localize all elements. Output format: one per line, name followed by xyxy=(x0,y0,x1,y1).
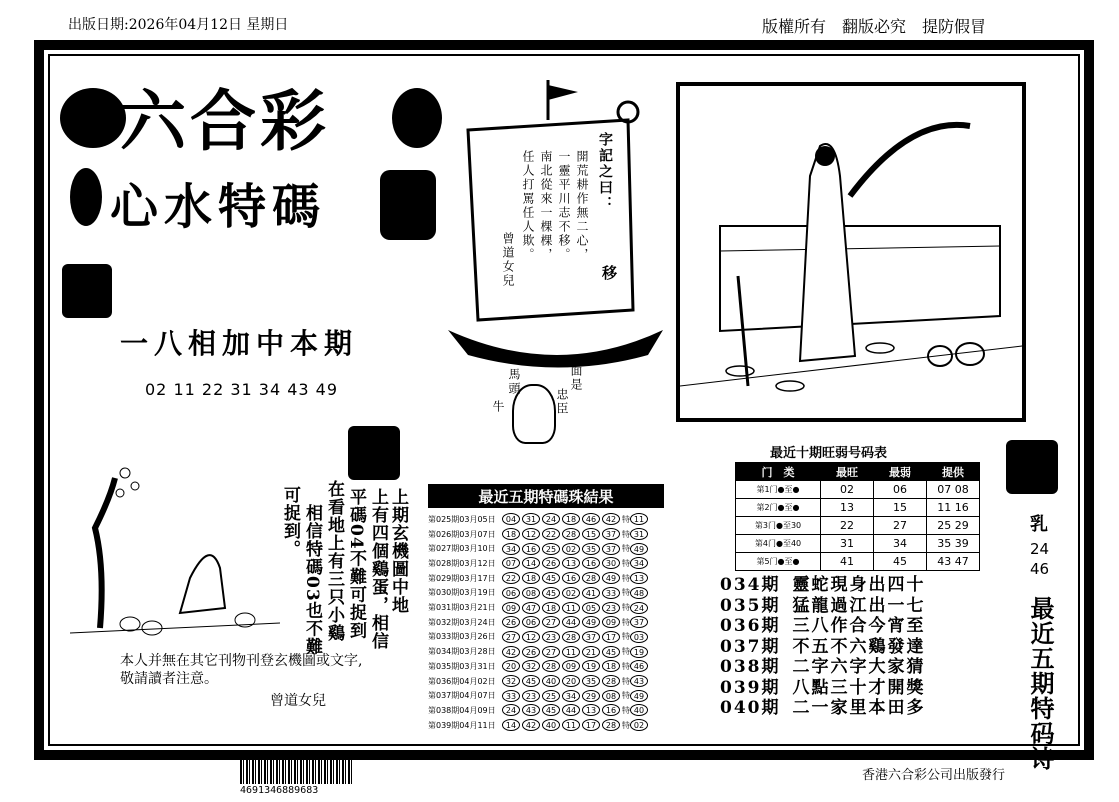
result-ball: 11 xyxy=(562,646,580,658)
result-ball: 28 xyxy=(602,719,620,731)
result-ball: 16 xyxy=(602,704,620,716)
result-ball: 09 xyxy=(502,602,520,614)
special-marker: 特 xyxy=(622,720,630,730)
result-ball: 17 xyxy=(602,631,620,643)
riddle-line: 平碼04不難可捉到 xyxy=(346,488,366,640)
result-ball: 49 xyxy=(582,616,600,628)
result-period: 第031期03月21日 xyxy=(428,603,496,613)
special-ball: 31 xyxy=(630,528,648,540)
result-ball: 17 xyxy=(582,719,600,731)
notice-line: 本人并無在其它刊物刊登玄機圖或文字, xyxy=(120,653,363,669)
result-period: 第032期03月24日 xyxy=(428,617,496,627)
result-row xyxy=(428,674,650,689)
scroll-line: 一靈平川志不移。 xyxy=(557,150,571,262)
result-ball: 42 xyxy=(502,646,520,658)
result-ball: 26 xyxy=(502,616,520,628)
side-number: 24 xyxy=(1030,540,1050,558)
puzzle-picture xyxy=(676,82,1026,422)
result-period: 第035期03月31日 xyxy=(428,661,496,671)
special-ball: 03 xyxy=(630,631,648,643)
result-ball: 45 xyxy=(542,587,560,599)
table-row xyxy=(736,553,980,571)
result-ball: 08 xyxy=(602,690,620,702)
hot-cell: 41 xyxy=(821,553,874,571)
result-period: 第028期03月12日 xyxy=(428,558,496,568)
lantern-icon xyxy=(380,170,436,240)
scroll-answer: 移 xyxy=(602,264,618,282)
result-ball: 12 xyxy=(522,631,540,643)
strength-table xyxy=(735,462,980,571)
figure-label: 馬頭 xyxy=(507,368,521,396)
poem-period: 039期 xyxy=(720,677,781,698)
special-ball: 49 xyxy=(630,543,648,555)
cold-cell: 15 xyxy=(874,499,927,517)
result-period: 第025期03月05日 xyxy=(428,514,496,524)
side-number: 46 xyxy=(1030,560,1050,578)
result-ball: 37 xyxy=(602,543,620,555)
headline: 一八相加中本期 xyxy=(120,327,359,360)
figure-label: 牛 xyxy=(491,400,505,414)
special-ball: 11 xyxy=(630,513,648,525)
special-ball: 37 xyxy=(630,616,648,628)
result-ball: 24 xyxy=(502,704,520,716)
scroll-line: 南北從來一棵棵， xyxy=(539,150,553,262)
publisher: 香港六合彩公司出版發行 xyxy=(862,768,1006,783)
result-period: 第039期04月11日 xyxy=(428,720,496,730)
offer-cell: 07 08 xyxy=(927,481,980,499)
tree-chicken-illustration xyxy=(70,448,280,648)
special-ball: 13 xyxy=(630,572,648,584)
special-marker: 特 xyxy=(622,544,630,554)
result-ball: 02 xyxy=(562,587,580,599)
poem-text: 靈蛇現身出四十 xyxy=(792,575,926,595)
result-ball: 09 xyxy=(562,660,580,672)
result-ball: 25 xyxy=(542,543,560,555)
special-marker: 特 xyxy=(622,558,630,568)
result-ball: 14 xyxy=(502,719,520,731)
hot-cell: 02 xyxy=(821,481,874,499)
result-ball: 43 xyxy=(522,704,540,716)
result-ball: 28 xyxy=(582,572,600,584)
result-ball: 21 xyxy=(582,646,600,658)
result-ball: 16 xyxy=(562,572,580,584)
result-ball: 45 xyxy=(542,572,560,584)
riddle-line: 相信特碼03也不難 xyxy=(302,504,322,656)
result-ball: 08 xyxy=(522,587,540,599)
special-marker: 特 xyxy=(622,647,630,657)
poem-period: 037期 xyxy=(720,636,781,657)
result-ball: 20 xyxy=(502,660,520,672)
strength-title: 最近十期旺弱号码表 xyxy=(770,446,888,461)
offer-cell: 35 39 xyxy=(927,535,980,553)
special-marker: 特 xyxy=(622,632,630,642)
result-ball: 18 xyxy=(562,513,580,525)
result-ball: 46 xyxy=(582,513,600,525)
result-ball: 16 xyxy=(522,543,540,555)
results-title-text: 最近五期特碼珠結果 xyxy=(478,487,614,506)
notice-line: 敬請讀者注意。 xyxy=(120,671,218,687)
special-ball: 49 xyxy=(630,690,648,702)
special-marker: 特 xyxy=(622,676,630,686)
result-period: 第026期03月07日 xyxy=(428,529,496,539)
side-code: 乳 xyxy=(1030,514,1048,535)
result-ball: 16 xyxy=(582,557,600,569)
horse-icon xyxy=(1006,440,1058,494)
result-ball: 28 xyxy=(562,631,580,643)
result-ball: 14 xyxy=(522,557,540,569)
hot-cell: 13 xyxy=(821,499,874,517)
cold-cell: 06 xyxy=(874,481,927,499)
result-row xyxy=(428,615,650,630)
result-ball: 22 xyxy=(502,572,520,584)
figure-label: 忠臣 xyxy=(555,388,569,416)
swan-icon xyxy=(348,426,400,480)
result-row xyxy=(428,630,650,645)
result-row xyxy=(428,644,650,659)
result-period: 第027期03月10日 xyxy=(428,544,496,554)
result-ball: 33 xyxy=(602,587,620,599)
masthead-title: 六合彩 xyxy=(120,82,330,160)
ornament-blob xyxy=(392,88,442,148)
result-ball: 25 xyxy=(542,690,560,702)
result-ball: 20 xyxy=(562,675,580,687)
gate-cell: 第3门●至30 xyxy=(736,517,821,535)
poem-period: 035期 xyxy=(720,595,781,616)
table-row xyxy=(736,499,980,517)
result-ball: 45 xyxy=(542,704,560,716)
poem-period: 036期 xyxy=(720,616,781,636)
result-ball: 06 xyxy=(502,587,520,599)
results-title xyxy=(428,484,664,508)
poem-text: 二字六字大家猜 xyxy=(792,657,926,677)
special-marker: 特 xyxy=(622,661,630,671)
result-row xyxy=(428,541,650,556)
poem-row xyxy=(720,693,926,718)
poem-text: 猛龍過江出一七 xyxy=(792,595,926,616)
copyright-notice: 版權所有 翻版必究 提防假冒 xyxy=(762,17,987,36)
special-marker: 特 xyxy=(622,691,630,701)
result-ball: 37 xyxy=(602,528,620,540)
scroll-title: 字記之曰： xyxy=(597,132,613,212)
result-row xyxy=(428,703,650,718)
result-row xyxy=(428,718,650,733)
result-ball: 09 xyxy=(602,616,620,628)
result-ball: 32 xyxy=(522,660,540,672)
poem-text: 八點三十才開獎 xyxy=(792,677,926,698)
result-ball: 15 xyxy=(582,528,600,540)
result-ball: 26 xyxy=(542,557,560,569)
cold-cell: 34 xyxy=(874,535,927,553)
special-marker: 特 xyxy=(622,573,630,583)
result-ball: 23 xyxy=(522,690,540,702)
hot-cell: 31 xyxy=(821,535,874,553)
result-ball: 44 xyxy=(562,616,580,628)
offer-cell: 43 47 xyxy=(927,553,980,571)
result-ball: 19 xyxy=(582,660,600,672)
table-row xyxy=(736,517,980,535)
poem-text: 不五不六鷄發達 xyxy=(792,636,926,657)
riddle-line: 可捉到。 xyxy=(280,486,300,558)
result-ball: 32 xyxy=(502,675,520,687)
result-ball: 04 xyxy=(502,513,520,525)
result-row xyxy=(428,688,650,703)
result-ball: 27 xyxy=(542,646,560,658)
result-ball: 37 xyxy=(582,631,600,643)
figure-label: 面是 xyxy=(569,364,583,392)
publish-date: 出版日期:2026年04月12日 星期日 xyxy=(68,17,289,33)
gate-cell: 第2门●至● xyxy=(736,499,821,517)
result-row xyxy=(428,659,650,674)
result-period: 第036期04月02日 xyxy=(428,676,496,686)
result-ball: 06 xyxy=(522,616,540,628)
result-period: 第038期04月09日 xyxy=(428,705,496,715)
result-period: 第037期04月07日 xyxy=(428,691,496,701)
result-ball: 18 xyxy=(602,660,620,672)
poem-period: 038期 xyxy=(720,657,781,677)
offer-cell: 25 29 xyxy=(927,517,980,535)
offer-cell: 11 16 xyxy=(927,499,980,517)
result-ball: 45 xyxy=(522,675,540,687)
result-ball: 12 xyxy=(522,528,540,540)
riddle-line: 上期玄機圖中地 xyxy=(388,488,408,614)
ornament-blob xyxy=(60,88,126,148)
special-ball: 02 xyxy=(630,719,648,731)
result-ball: 34 xyxy=(502,543,520,555)
table-row xyxy=(736,535,980,553)
barcode-number: 4691346889683 xyxy=(240,785,319,796)
ornament-blob xyxy=(70,168,102,226)
result-period: 第030期03月19日 xyxy=(428,588,496,598)
result-ball: 41 xyxy=(582,587,600,599)
result-ball: 18 xyxy=(502,528,520,540)
result-ball: 28 xyxy=(542,660,560,672)
poem-period: 040期 xyxy=(720,698,781,718)
scroll-line: 任人打罵任人欺。 xyxy=(521,150,535,262)
result-ball: 05 xyxy=(582,602,600,614)
header-cell: 最旺 xyxy=(821,463,874,481)
cold-cell: 27 xyxy=(874,517,927,535)
special-ball: 48 xyxy=(630,587,648,599)
lucky-numbers: 02 11 22 31 34 43 49 xyxy=(145,380,339,399)
hot-cell: 22 xyxy=(821,517,874,535)
result-ball: 35 xyxy=(582,675,600,687)
special-marker: 特 xyxy=(622,603,630,613)
result-ball: 02 xyxy=(562,543,580,555)
poem-period: 034期 xyxy=(720,575,781,595)
figure-illustration xyxy=(512,384,556,444)
poem-text: 三八作合今宵至 xyxy=(792,616,926,636)
side-vertical-title: 最近五期特码诗 xyxy=(1026,596,1055,771)
result-ball: 40 xyxy=(542,675,560,687)
result-ball: 34 xyxy=(562,690,580,702)
masthead-subtitle: 心水特碼 xyxy=(110,179,327,235)
result-ball: 33 xyxy=(502,690,520,702)
gate-cell: 第1门●至● xyxy=(736,481,821,499)
header-cell: 门 类 xyxy=(736,463,821,481)
result-row xyxy=(428,556,650,571)
riddle-line: 上有四個鷄蛋，相信 xyxy=(368,488,388,650)
result-row xyxy=(428,600,650,615)
result-ball: 23 xyxy=(602,602,620,614)
signature: 曾道女兒 xyxy=(270,693,326,709)
bird-icon xyxy=(62,264,112,318)
result-ball: 24 xyxy=(542,513,560,525)
result-ball: 42 xyxy=(522,719,540,731)
result-ball: 11 xyxy=(562,602,580,614)
result-row xyxy=(428,586,650,601)
result-ball: 28 xyxy=(602,675,620,687)
special-ball: 46 xyxy=(630,660,648,672)
special-ball: 34 xyxy=(630,557,648,569)
special-marker: 特 xyxy=(622,617,630,627)
result-ball: 11 xyxy=(562,719,580,731)
result-ball: 13 xyxy=(562,557,580,569)
special-marker: 特 xyxy=(622,588,630,598)
special-ball: 40 xyxy=(630,704,648,716)
header-cell: 最弱 xyxy=(874,463,927,481)
special-marker: 特 xyxy=(622,705,630,715)
result-ball: 30 xyxy=(602,557,620,569)
result-ball: 49 xyxy=(602,572,620,584)
special-ball: 43 xyxy=(630,675,648,687)
result-row xyxy=(428,512,650,527)
special-ball: 19 xyxy=(630,646,648,658)
scroll-line: 開荒耕作無二心， xyxy=(575,150,589,262)
result-ball: 35 xyxy=(582,543,600,555)
result-ball: 26 xyxy=(522,646,540,658)
gate-cell: 第4门●至40 xyxy=(736,535,821,553)
gate-cell: 第5门●至● xyxy=(736,553,821,571)
special-marker: 特 xyxy=(622,514,630,524)
result-ball: 18 xyxy=(522,572,540,584)
result-ball: 27 xyxy=(542,616,560,628)
result-row xyxy=(428,571,650,586)
header-cell: 提供 xyxy=(927,463,980,481)
result-ball: 22 xyxy=(542,528,560,540)
special-ball: 24 xyxy=(630,602,648,614)
notice xyxy=(120,652,362,688)
result-row xyxy=(428,527,650,542)
result-ball: 18 xyxy=(542,602,560,614)
scroll-author: 曾道女兒 xyxy=(501,232,515,288)
poem-text: 二一家里本田多 xyxy=(792,698,926,718)
result-ball: 40 xyxy=(542,719,560,731)
result-period: 第034期03月28日 xyxy=(428,647,496,657)
table-row xyxy=(736,481,980,499)
result-period: 第029期03月17日 xyxy=(428,573,496,583)
result-ball: 07 xyxy=(502,557,520,569)
special-marker: 特 xyxy=(622,529,630,539)
result-ball: 45 xyxy=(602,646,620,658)
result-ball: 23 xyxy=(542,631,560,643)
result-ball: 31 xyxy=(522,513,540,525)
result-ball: 29 xyxy=(582,690,600,702)
riddle-line: 在看地上有三只小鷄 xyxy=(324,480,344,642)
result-ball: 42 xyxy=(602,513,620,525)
result-ball: 44 xyxy=(562,704,580,716)
result-ball: 47 xyxy=(522,602,540,614)
result-ball: 27 xyxy=(502,631,520,643)
cold-cell: 45 xyxy=(874,553,927,571)
barcode xyxy=(240,760,352,784)
result-ball: 13 xyxy=(582,704,600,716)
result-ball: 28 xyxy=(562,528,580,540)
result-period: 第033期03月26日 xyxy=(428,632,496,642)
